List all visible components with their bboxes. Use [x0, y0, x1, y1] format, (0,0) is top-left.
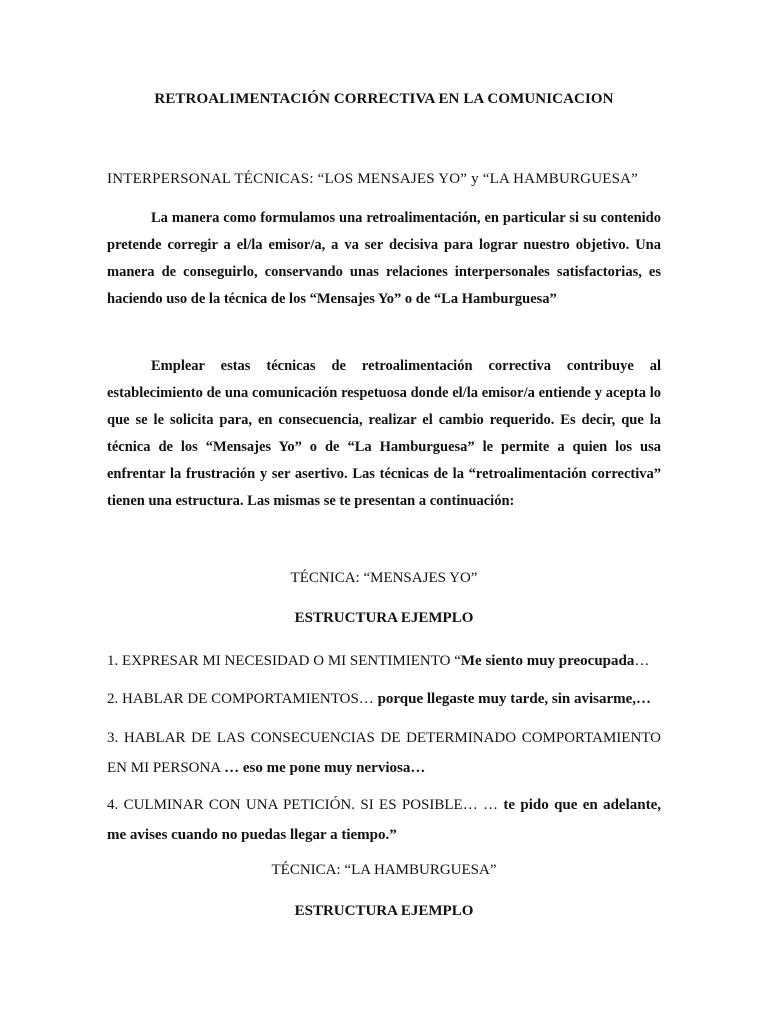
technique-heading-hamburguesa: TÉCNICA: “LA HAMBURGUESA” — [271, 862, 497, 878]
step-4-label: 4. CULMINAR CON UNA PETICIÓN. SI ES POSIBLE… … — [107, 797, 504, 813]
step-1-trail: … — [634, 653, 650, 669]
paragraph-intro: La manera como formulamos una retroalimentación, en particular si su contenido pretende corregir a el/la emisor/a, a va ser decisiva para lograr nuestro objetivo. Una manera de conseguirlo, conservando unas relaciones interpersonales satisfactorias, es haciendo uso de la técnica de los “Mensajes Yo” o de “La Hamburguesa” — [107, 210, 661, 307]
paragraph-purpose: Emplear estas técnicas de retroalimentación correctiva contribuye al establecimiento de una comunicación respetuosa donde el/la emisor/a entiende y acepta lo que se le solicita para, en consecuencia, realizar el cambio requerido. Es decir, que la técnica de los “Mensajes Yo” o de “La Hamburguesa” le permite a quien los usa enfrentar la frustración y ser asertivo. Las técnicas de la “retroalimentación correctiva” tienen una estructura. Las mismas se te presentan a continuación: — [107, 358, 661, 509]
technique-heading-mensajes-yo: TÉCNICA: “MENSAJES YO” — [290, 570, 478, 586]
step-1-example: Me siento muy preocupada — [460, 653, 635, 669]
step-3 — [107, 723, 661, 783]
structure-label-mensajes-yo: ESTRUCTURA EJEMPLO — [294, 610, 474, 626]
step-4-example: te pido que en adelante, me avises cuando no puedas llegar a tiempo.” — [107, 797, 661, 843]
step-4 — [107, 790, 661, 850]
document-title: RETROALIMENTACIÓN CORRECTIVA EN LA COMUNICACION — [154, 91, 614, 107]
document-subtitle: INTERPERSONAL TÉCNICAS: “LOS MENSAJES YO” y “LA HAMBURGUESA” — [107, 171, 639, 187]
step-1 — [107, 646, 661, 676]
step-2-label: 2. HABLAR DE COMPORTAMIENTOS… — [107, 691, 378, 707]
step-3-example: … eso me pone muy nerviosa… — [224, 760, 426, 776]
step-2 — [107, 684, 661, 714]
step-3-label: 3. HABLAR DE LAS CONSECUENCIAS DE DETERMINADO COMPORTAMIENTO EN MI PERSONA — [107, 730, 661, 776]
structure-label-hamburguesa: ESTRUCTURA EJEMPLO — [294, 903, 474, 919]
step-2-example: porque llegaste muy tarde, sin avisarme,… — [377, 691, 652, 707]
step-1-label: 1. EXPRESAR MI NECESIDAD O MI SENTIMIENTO “ — [107, 653, 461, 669]
